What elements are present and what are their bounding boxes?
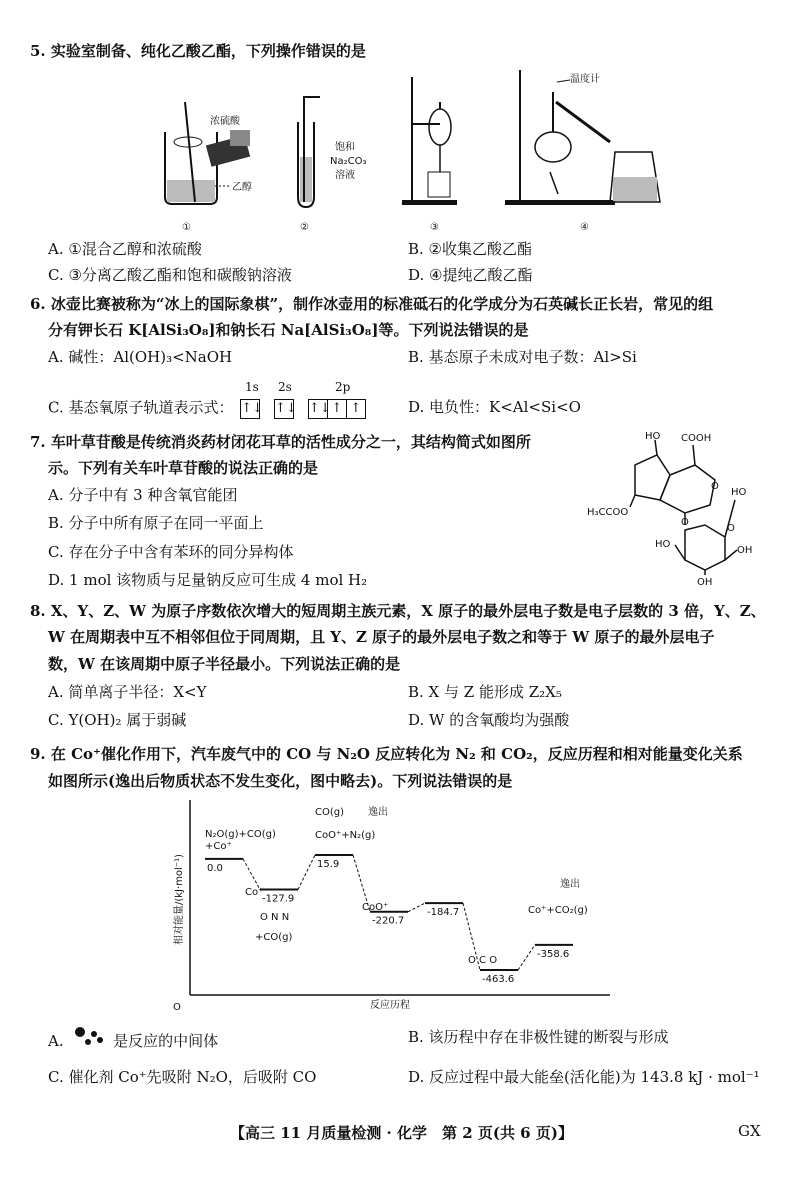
energy-connector-6	[518, 945, 535, 970]
q9-option-d[interactable]: D. 反应过程中最大能垒(活化能)为 143.8 kJ · mol⁻¹	[408, 1068, 760, 1086]
energy-value-6: -358.6	[537, 948, 570, 960]
beaker-mixing	[165, 102, 252, 233]
footer-center: 【高三 11 月质量检测 · 化学 第 2 页(共 6 页)】	[230, 1124, 573, 1142]
ann-coo-n2: CoO⁺+N₂(g)	[315, 830, 376, 841]
struct-ho2: HO	[731, 487, 747, 498]
footer-right: GX	[738, 1122, 761, 1140]
orbital-2p-3: ↑	[346, 399, 366, 419]
q8-option-c[interactable]: C. Y(OH)₂ 属于弱碱	[48, 711, 187, 729]
q9-option-a-prefix: A.	[48, 1032, 64, 1050]
label-n2: ②	[300, 222, 309, 233]
ann-escape1: 逸出	[368, 807, 388, 818]
energy-value-1: -127.9	[262, 893, 295, 905]
energy-value-0: 0.0	[207, 862, 223, 874]
orb-2p-label: 2p	[335, 380, 351, 394]
q7-stem-line1: 7. 车叶草苷酸是传统消炎药材闭花耳草的活性成分之一，其结构简式如图所	[30, 433, 531, 451]
q5-option-a[interactable]: A. ①混合乙醇和浓硫酸	[48, 240, 202, 258]
q8-stem-line3: 数，W 在该周期中原子半径最小。下列说法正确的是	[48, 655, 401, 673]
struct-ho3: HO	[655, 539, 671, 550]
label-n1: ①	[182, 222, 191, 233]
q6-option-c[interactable]	[48, 398, 365, 419]
energy-connector-4	[408, 903, 425, 912]
q8-option-a[interactable]: A. 简单离子半径：X<Y	[48, 683, 207, 701]
orbital-2s: ↑↓	[274, 399, 294, 419]
orbital-2p-2: ↑	[327, 399, 347, 419]
struct-cooh: COOH	[681, 433, 712, 444]
struct-ho1: HO	[645, 431, 661, 442]
struct-ester: H₃CCOO	[587, 507, 629, 518]
label-sat3: 溶液	[335, 170, 355, 181]
label-sat1: 饱和	[335, 142, 355, 153]
origin-label: O	[173, 1002, 181, 1013]
energy-connector-1	[243, 859, 260, 890]
q8-option-b[interactable]: B. X 与 Z 能形成 Z₂X₅	[408, 683, 562, 701]
q5-option-c[interactable]: C. ③分离乙酸乙酯和饱和碳酸钠溶液	[48, 266, 292, 284]
x-axis-label: 反应历程	[370, 1000, 410, 1011]
q7-option-c[interactable]: C. 存在分子中含有苯环的同分异构体	[48, 543, 294, 561]
label-n4: ④	[580, 222, 589, 233]
q6-stem-line2: 分有钾长石 K[AlSi₃O₈]和钠长石 Na[AlSi₃O₈]等。下列说法错误的是	[48, 321, 529, 339]
q6-option-c-text: C. 基态氧原子轨道表示式：	[48, 398, 234, 417]
q9-option-c[interactable]: C. 催化剂 Co⁺先吸附 N₂O，后吸附 CO	[48, 1068, 317, 1086]
ann-reactants-2: +Co⁺	[205, 841, 232, 852]
energy-value-3: -220.7	[372, 915, 405, 927]
q5-option-b[interactable]: B. ②收集乙酸乙酯	[408, 240, 533, 258]
orb-2s-label: 2s	[278, 380, 292, 394]
ann-reactants-1: N₂O(g)+CO(g)	[205, 829, 276, 840]
q9-stem-line2: 如图所示(逸出后物质状态不发生变化，图中略去)。下列说法错误的是	[48, 772, 513, 790]
orb-1s-label: 1s	[245, 380, 259, 394]
q7-option-a[interactable]: A. 分子中有 3 种含氧官能团	[48, 486, 238, 504]
q7-structure	[585, 425, 785, 585]
energy-connector-2	[298, 855, 315, 889]
q5-option-d[interactable]: D. ④提纯乙酸乙酯	[408, 266, 533, 284]
q6-stem-line1: 6. 冰壶比赛被称为“冰上的国际象棋”，制作冰壶用的标准砥石的化学成分为石英碱长正长岩，常见的组	[30, 295, 714, 313]
energy-profile-chart	[170, 795, 620, 1015]
q7-option-b[interactable]: B. 分子中所有原子在同一平面上	[48, 514, 264, 532]
orbital-diagram	[240, 398, 264, 419]
q5-stem: 5. 实验室制备、纯化乙酸乙酯，下列操作错误的是	[30, 42, 366, 60]
label-thermometer: 温度计	[570, 74, 600, 85]
q9-option-b[interactable]: B. 该历程中存在非极性键的断裂与形成	[408, 1028, 669, 1046]
ann-oco: O C O	[468, 955, 498, 966]
q7-option-d[interactable]: D. 1 mol 该物质与足量钠反应可生成 4 mol H₂	[48, 571, 368, 589]
ann-onn: O N N	[260, 912, 290, 923]
ann-co-plus: Co⁺	[245, 887, 264, 898]
struct-o1: O	[711, 481, 719, 492]
energy-value-2: 15.9	[317, 859, 340, 870]
struct-o2: O	[681, 517, 689, 528]
distillation-apparatus	[505, 70, 660, 233]
ann-coo: CoO⁺	[362, 902, 389, 913]
q9-option-a-suffix: 是反应的中间体	[113, 1032, 219, 1050]
energy-value-5: -463.6	[482, 974, 515, 985]
orbital-1s: ↑↓	[240, 399, 260, 419]
struct-oh2: OH	[697, 577, 713, 585]
test-tube	[298, 97, 366, 233]
q9-option-a[interactable]	[48, 1028, 218, 1050]
label-conc-acid: 浓硫酸	[210, 116, 240, 127]
q7-stem-line2: 示。下列有关车叶草苷酸的说法正确的是	[48, 459, 319, 477]
energy-value-4: -184.7	[427, 907, 460, 919]
struct-o3: O	[727, 523, 735, 534]
ann-co-co2: Co⁺+CO₂(g)	[528, 905, 588, 916]
q8-option-d[interactable]: D. W 的含氧酸均为强酸	[408, 711, 570, 729]
q6-option-d[interactable]: D. 电负性：K<Al<Si<O	[408, 398, 581, 416]
y-axis-label: 相对能量/(kJ·mol⁻¹)	[174, 853, 185, 945]
q5-apparatus-figure	[140, 62, 700, 252]
q8-stem-line2: W 在周期表中互不相邻但位于同周期，且 Y、Z 原子的最外层电子数之和等于 W 原子的最外层电子	[48, 628, 715, 646]
q9-stem-line1: 9. 在 Co⁺催化作用下，汽车废气中的 CO 与 N₂O 反应转化为 N₂ 和 CO₂，反应历程和相对能量变化关系	[30, 745, 743, 763]
orbital-2p-1: ↑↓	[308, 399, 328, 419]
ann-escape2: 逸出	[560, 879, 580, 890]
label-sat2: Na₂CO₃	[330, 156, 367, 167]
q9-option-a-intermediate-icon	[68, 1028, 108, 1046]
q6-option-a[interactable]: A. 碱性：Al(OH)₃<NaOH	[48, 348, 233, 366]
ann-co-g: CO(g)	[315, 807, 345, 818]
q8-stem-line1: 8. X、Y、Z、W 为原子序数依次增大的短周期主族元素，X 原子的最外层电子数是电子层数的 3 倍，Y、Z、	[30, 602, 766, 620]
label-n3: ③	[430, 222, 439, 233]
struct-oh1: OH	[737, 545, 753, 556]
label-ethanol: 乙醇	[232, 182, 252, 193]
q6-option-b[interactable]: B. 基态原子未成对电子数：Al>Si	[408, 348, 637, 366]
separatory-funnel	[402, 77, 457, 233]
ann-co-g2: +CO(g)	[255, 932, 293, 943]
